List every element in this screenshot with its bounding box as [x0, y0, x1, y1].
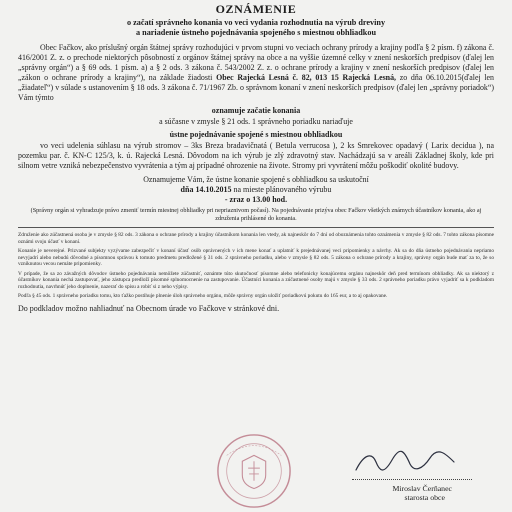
- handwritten-signature: [350, 448, 460, 478]
- signature-line: [352, 479, 472, 480]
- subtitle-line-1: o začatí správneho konania vo veci vydania rozhodnutia na výrub dreviny: [126, 18, 386, 27]
- meeting-place: na mieste plánovaného výrubu: [231, 185, 332, 194]
- closing-note: Do podkladov možno nahliadnuť na Obecnom úrade vo Fačkove v stránkové dni.: [18, 303, 280, 313]
- meeting-date: dňa 14.10.2015: [180, 185, 232, 194]
- signer-name: Miroslav Čerňanec: [392, 484, 452, 493]
- document-subtitle: [18, 18, 494, 38]
- reserve-note: (Správny orgán si vyhradzuje právo zmeniť termín miestnej obhliadky pri nepriaznivom počasí). Na pojednávanie prizýva obec Fačkov všetkých známych účastníkov konania, ako aj združenia prihlásené do konania.: [30, 207, 482, 222]
- subtitle-line-2: a nariadenie ústneho pojednávania spojeného s miestnou obhliadkou: [136, 28, 376, 37]
- applicant-name: Obec Rajecká Lesná č. 82, 013 15 Rajecká Lesná,: [216, 73, 396, 82]
- matter-paragraph: vo veci udelenia súhlasu na výrub stromov – 3ks Breza bradavičnatá ( Betula verrucosa ), 2 ks Smrekovec opadavý ( Larix decidua ), na pozemku par. č. KN-C 125/3, k. ú. Rajecká Lesná. Dôvodom na ich výrub je zlý zdravotný stav. Nachádzajú sa v areáli Základnej školy, kde pri silnom vetre vzniká nebezpečenstvo vyvrátenia a tým aj prípadné ohrozenie na živote. Stromy pri vyvrátení môžu poškodiť okolité budovy.: [18, 141, 494, 170]
- divider: [18, 227, 494, 228]
- fine-print-1: Združenie ako zúčastnená osoba je v zmysle § 82 ods. 3 zákona o ochrane prírody a krajiny účastníkom konania len vtedy, ak najneskôr do 7 dní od oboznámenia tohto oznámenia v zmysle § 82 ods. 7 tohto zákona písomne oznámi svoju účasť v konaní.: [18, 232, 494, 245]
- fine-print-2: Konanie je neverejné. Prizvané subjekty vyzývame zabezpečiť v konaní účasť osôb oprávnených v ich mene konať a uplatniť k prejednávanej veci pripomienky a návrhy. Ak sa do dňa ústneho pojednávania nepriamo nevyjadrí alebo nebudú dôvodné a písomnou správou k tomuto predmetu predložené § 31 ods. 2 správneho poriadku, alebo v zmysle § 82 ods. 5 zákona o ochrane prírody a krajiny, správny orgán bude mať za to, že so vzniknutou vecou nemáte pripomienky.: [18, 248, 494, 267]
- intro-text-b: zo dňa 06.10.2015(ďalej len „žiadateľ“) v súlade s ustanovením § 18 ods. 3 zákona č. 71/1967 Zb. o správnom konaní v znení neskorších predpisov (ďalej len „správny poriadok“) Vám týmto: [18, 73, 495, 102]
- intro-paragraph: [18, 43, 494, 103]
- fine-print-4: Podľa § 45 ods. 1 správneho poriadku tomu, kto ťažko postihuje plnenie úloh správneho orgánu, môže správny orgán uložiť poriadkovú pokutu do 165 eur, a to aj opakovane.: [18, 293, 388, 299]
- meeting-time: - zraz o 13.00 hod.: [224, 195, 288, 204]
- hearing-heading: ústne pojednávanie spojené s miestnou obhliadkou: [169, 130, 343, 139]
- signature-block: [392, 484, 452, 502]
- announce-subtext: a súčasne v zmysle § 21 ods. 1 správneho poriadku nariaďuje: [159, 117, 353, 126]
- meeting-date-line: [18, 185, 494, 195]
- announce-heading: oznamuje začatie konania: [211, 106, 301, 115]
- document-title: OZNÁMENIE: [215, 2, 297, 16]
- official-stamp: [215, 432, 293, 510]
- intro-text-a: Obec Fačkov, ako príslušný orgán štátnej správy rozhodujúci v prvom stupni vo veciach ochrany prírody a krajiny podľa § 2 písm. f) zákona č. 416/2001 Z. z. o prechode niektorých pôsobností z orgánov štátnej správy na obce a na vyššie územné celky v znení neskorších predpisov (ďalej len „správny orgán“) a § 69 ods. 1 písm. a) a § 2 ods. 3 zákona č. 543/2002 Z. z. o ochrane prírody a krajiny v znení neskorších predpisov (ďalej len „zákon o ochrane prírody a krajiny“), na základe žiadosti: [18, 43, 494, 82]
- meeting-intro: Oznamujeme Vám, že ústne konanie spojené s obhliadkou sa uskutoční: [143, 175, 369, 184]
- signer-title: starosta obce: [404, 493, 445, 502]
- fine-print-3: V prípade, že sa zo závažných dôvodov ústneho pojednávania nemôžete zúčastniť, oznámte túto skutočnosť písomne alebo telefonicky konajúcemu orgánu najneskôr deň pred termínom obhliadky. Ak sa niektorý z účastníkov konania nechá zastupovať, jeho zástupca predloží písomné splnomocnenie na zastupovanie. Účastníci konania a zúčastnené osoby majú v zmysle § 33 ods. 2 správneho poriadku právo vyjadriť sa k podkladom rozhodnutia, navrhnúť jeho doplnenie, nazerať do spisu a robiť si z neho výpisy.: [18, 270, 494, 290]
